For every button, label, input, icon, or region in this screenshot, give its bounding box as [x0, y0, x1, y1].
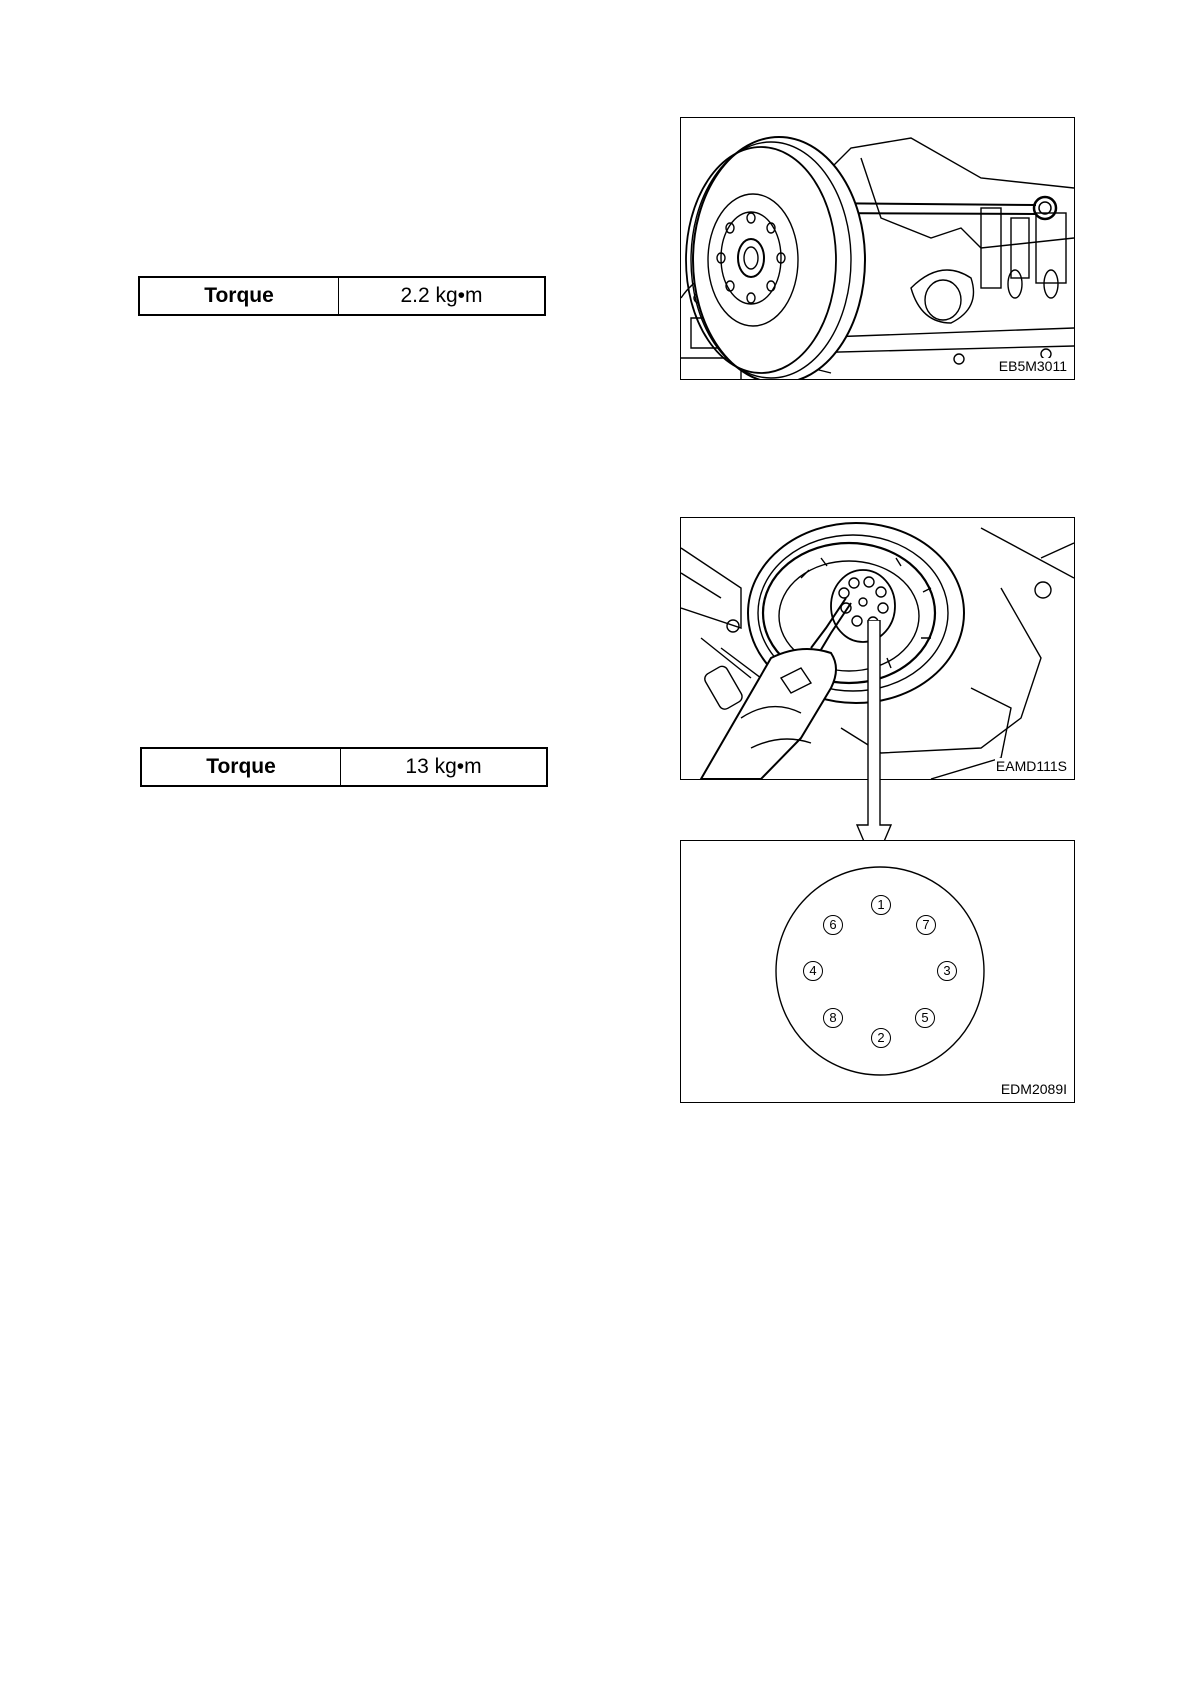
torque-table-2: [140, 747, 548, 787]
bolt-number: 7: [916, 915, 936, 935]
pointer-arrow: [855, 620, 895, 870]
bolt-number: 3: [937, 961, 957, 981]
bolt-number: 2: [871, 1028, 891, 1048]
bolt-number: 6: [823, 915, 843, 935]
torque-label: Torque: [141, 748, 341, 786]
torque-table-1: [138, 276, 546, 316]
bolt-number: 4: [803, 961, 823, 981]
figure-code: EDM2089I: [1000, 1081, 1067, 1097]
bolt-number: 8: [823, 1008, 843, 1028]
pulley-figure: [680, 117, 1075, 380]
bolt-sequence-circle: [681, 841, 1074, 1102]
figure-code: EAMD111S: [995, 758, 1067, 774]
torque-label: Torque: [139, 277, 339, 315]
figure-code: EB5M3011: [998, 358, 1067, 374]
bolt-sequence-figure: [680, 840, 1075, 1103]
torque-value: 2.2 kg•m: [400, 284, 483, 307]
bolt-number: 1: [871, 895, 891, 915]
pulley-illustration: [681, 118, 1074, 379]
torque-value: 13 kg•m: [405, 755, 482, 778]
bolt-number: 5: [915, 1008, 935, 1028]
